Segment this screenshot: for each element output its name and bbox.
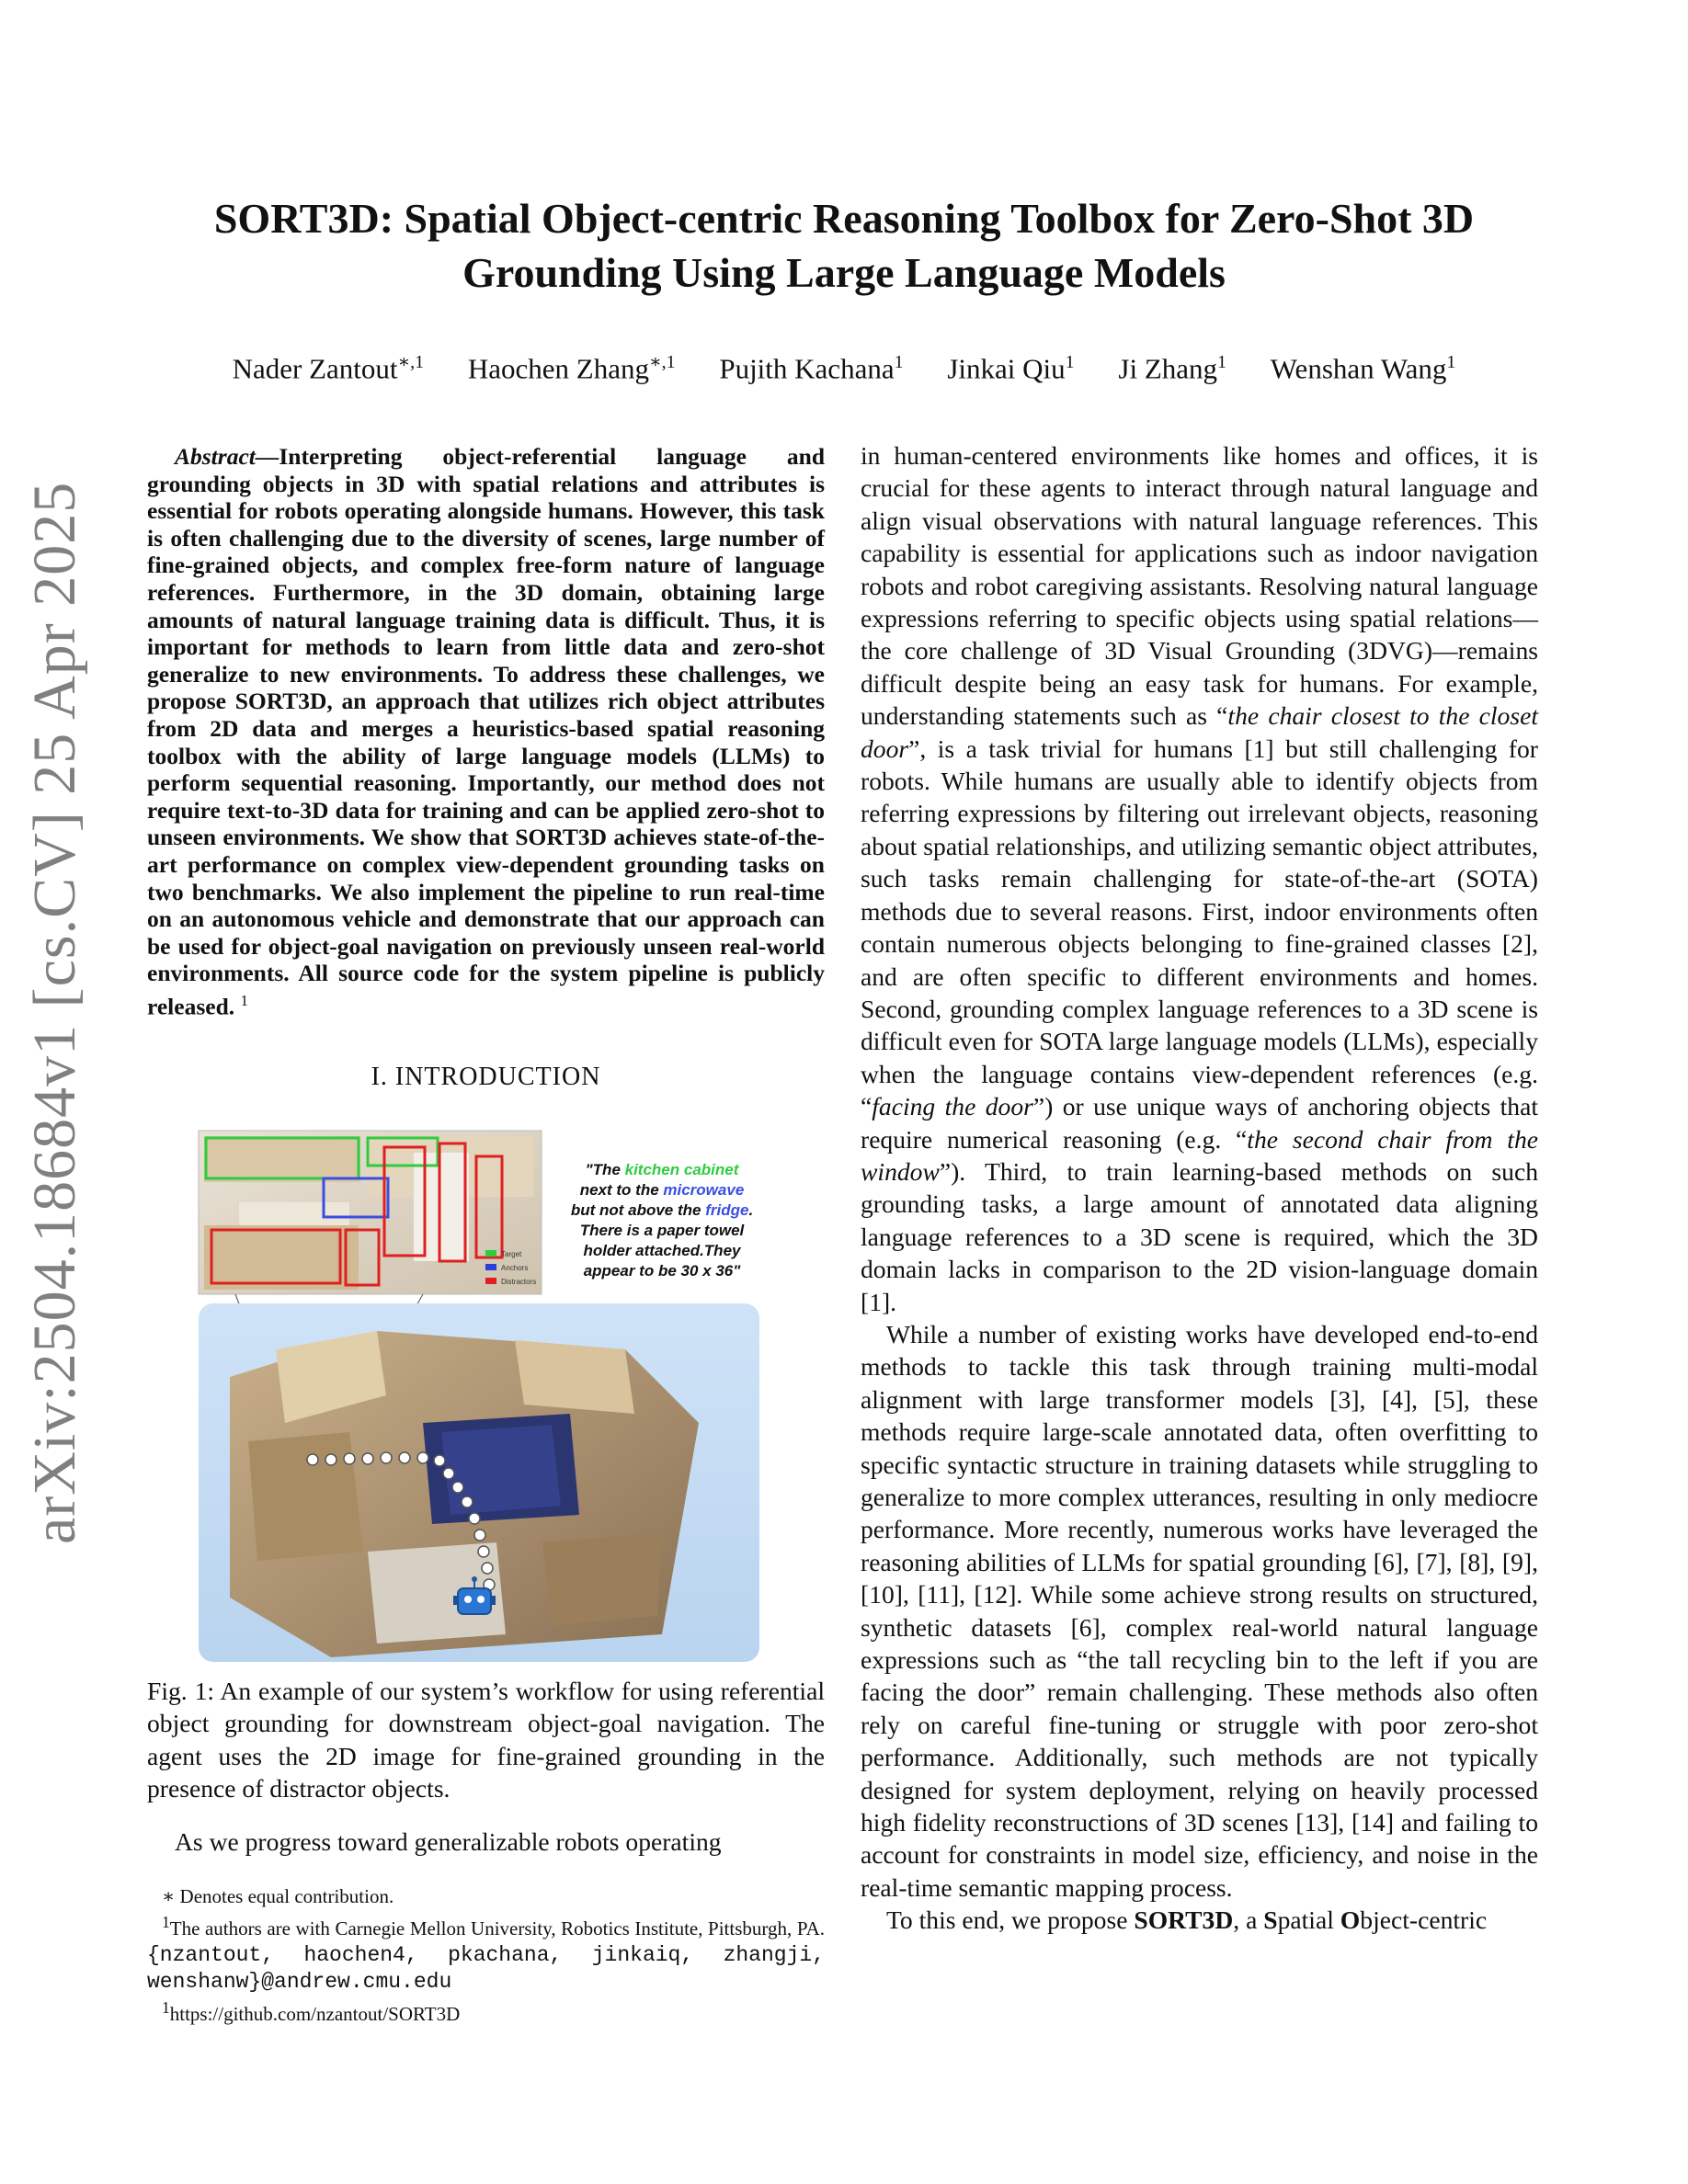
figure-1: [147, 1120, 825, 1671]
author-1: Nader Zantout$^{∗,1}$: [232, 352, 425, 385]
abstract-lead: Abstract—: [175, 443, 279, 470]
quote-line-3: but not above the fridge.: [570, 1201, 754, 1219]
quote-line-5: holder attached.They: [583, 1242, 741, 1259]
abstract-body: Interpreting object-referential language and grounding objects in 3D with spatial relations and attributes is essential for robots operating alongside humans. However, this task is often challenging due to the diversity of scenes, large number of fine-grained objects, and complex free-form nature of language references. Furthermore, in the 3D domain, obtaining large amounts of natural language training data is difficult. Thus, it is important for methods to learn from little data and zero-shot generalize to new environments. To address these challenges, we propose SORT3D, an approach that utilizes rich object attributes from 2D data and merges a heuristics-based spatial reasoning toolbox with the ability of large language models (LLMs) to perform sequential reasoning. Importantly, our method does not require text-to-3D data for training and can be applied zero-shot to unseen environments. We show that SORT3D achieves state-of-the-art performance on complex view-dependent grounding tasks on two benchmarks. We also implement the pipeline to run real-time on an autonomous vehicle and demonstrate that our approach can be used for object-goal navigation on previously unseen real-world environments. All source code for the system pipeline is publicly released.: [147, 443, 825, 1020]
right-column-text: [861, 439, 1538, 1937]
legend-swatch-target: [485, 1250, 496, 1257]
intro-paragraph-start: As we progress toward generalizable robots operating: [175, 1827, 722, 1856]
quote-line-6: appear to be 30 x 36": [583, 1262, 741, 1280]
footnote-emails: {nzantout, haochen4, pkachana, jinkaiq, zhangji, wenshanw}@andrew.cmu.edu: [147, 1943, 825, 1994]
author-list: [129, 344, 1559, 387]
3d-scene-reconstruction: [199, 1303, 759, 1662]
kitchen-photo: [199, 1131, 542, 1294]
figure-1-caption: Fig. 1: An example of our system’s workflow for using referential object grounding for downstream object-goal navigation. The agent uses the 2D image for fine-grained grounding in the presence of distractor objects.: [147, 1677, 825, 1803]
legend-label-distractors: Distractors: [501, 1278, 537, 1286]
legend-swatch-distractors: [485, 1278, 496, 1284]
quote-line-4: There is a paper towel: [579, 1222, 745, 1239]
intro-paragraph-1: in human-centered environments like homes and offices, it is crucial for these agents to interact through natural language and align visual observations with natural language references. This capability is essential for applications such as indoor navigation robots and robot caregiving assistants. Resolving natural language expressions referring to specific objects using spatial relations—the core challenge of 3D Visual Grounding (3DVG)—remains difficult despite being an easy task for humans. For example, understanding statements such as “the chair closest to the closet door”, is a task trivial for humans [1] but still challenging for robots. While humans are usually able to identify objects from referring expressions by filtering out irrelevant objects, reasoning about spatial relationships, and utilizing semantic object attributes, such tasks remain challenging for state-of-the-art (SOTA) methods due to several reasons. First, indoor environments often contain numerous objects belonging to fine-grained classes [2], and are often specific to different environments and homes. Second, grounding complex language references to a 3D scene is difficult even for SOTA large language models (LLMs), especially when the language contains view-dependent references (e.g. “facing the door”) or use unique ways of anchoring objects that require numerical reasoning (e.g. “the second chair from the window”). Third, to train learning-based methods on such grounding tasks, a large amount of annotated data aligning language references to a 3D scene is required, which the 3D domain lacks in comparison to the 2D vision-language domain [1].: [861, 441, 1539, 1316]
legend-swatch-anchors: [485, 1264, 496, 1270]
author-4: Jinkai Qiu$^1$: [947, 352, 1075, 385]
intro-paragraph-3: To this end, we propose SORT3D, a Spatial Object-centric: [886, 1905, 1488, 1935]
abstract-footnote-mark: 1: [240, 991, 249, 1009]
author-3: Pujith Kachana$^1$: [719, 352, 904, 385]
quote-line-2: next to the microwave: [579, 1181, 745, 1199]
footnote-url: $^1$https://github.com/nzantout/SORT3D: [162, 1998, 461, 2025]
footnotes: [147, 1883, 825, 2027]
legend-label-target: Target: [501, 1250, 522, 1258]
author-5: Ji Zhang$^1$: [1118, 352, 1227, 385]
abstract: [147, 443, 825, 1020]
author-2: Haochen Zhang$^{∗,1}$: [467, 352, 676, 385]
paper-title: [129, 191, 1559, 300]
title-line-1: SORT3D: Spatial Object-centric Reasoning Toolbox for Zero-Shot 3D: [213, 195, 1475, 242]
section-heading-introduction: I. INTRODUCTION: [371, 1063, 601, 1091]
footnote-equal-contribution: ∗ Denotes equal contribution.: [162, 1885, 394, 1907]
arxiv-side-stamp: arXiv:2504.18684v1 [cs.CV] 25 Apr 2025: [21, 481, 88, 1544]
referring-expression: [571, 1161, 753, 1280]
github-url[interactable]: https://github.com/nzantout/SORT3D: [169, 2003, 461, 2025]
figure-1-illustration: [147, 1120, 825, 1671]
legend-label-anchors: Anchors: [501, 1264, 529, 1272]
title-line-2: Grounding Using Large Language Models: [462, 249, 1226, 296]
author-6: Wenshan Wang$^1$: [1270, 352, 1456, 385]
intro-paragraph-2: While a number of existing works have developed end-to-end methods to tackle this task through training multi-modal alignment with large transformer models [3], [4], [5], these methods require large-scale annotated data, often overfitting to specific syntactic structure in training datasets while struggling to generalize to more complex utterances, resulting in only mediocre performance. More recently, numerous works have leveraged the reasoning abilities of LLMs for spatial grounding [6], [7], [8], [9], [10], [11], [12]. While some achieve strong results on structured, synthetic datasets [6], complex real-world natural language expressions such as “the tall recycling bin to the left if you are facing the door” remain challenging. These methods also often rely on careful fine-tuning or struggle with poor zero-shot performance. Additionally, such methods are not typically designed for system deployment, relying on heavily processed high fidelity reconstructions of 3D scenes [13], [14] and failing to account for constraints in model size, efficiency, and noise in the real-time semantic mapping process.: [861, 1319, 1538, 1902]
footnote-affiliation: $^1$The authors are with Carnegie Mellon University, Robotics Institute, Pittsburgh, PA. {nzantout, haochen4, pkachana, jinkaiq, zhangji, wenshanw}@andrew.cmu.edu: [147, 1913, 825, 1994]
quote-line-1: "The kitchen cabinet: [585, 1161, 739, 1178]
